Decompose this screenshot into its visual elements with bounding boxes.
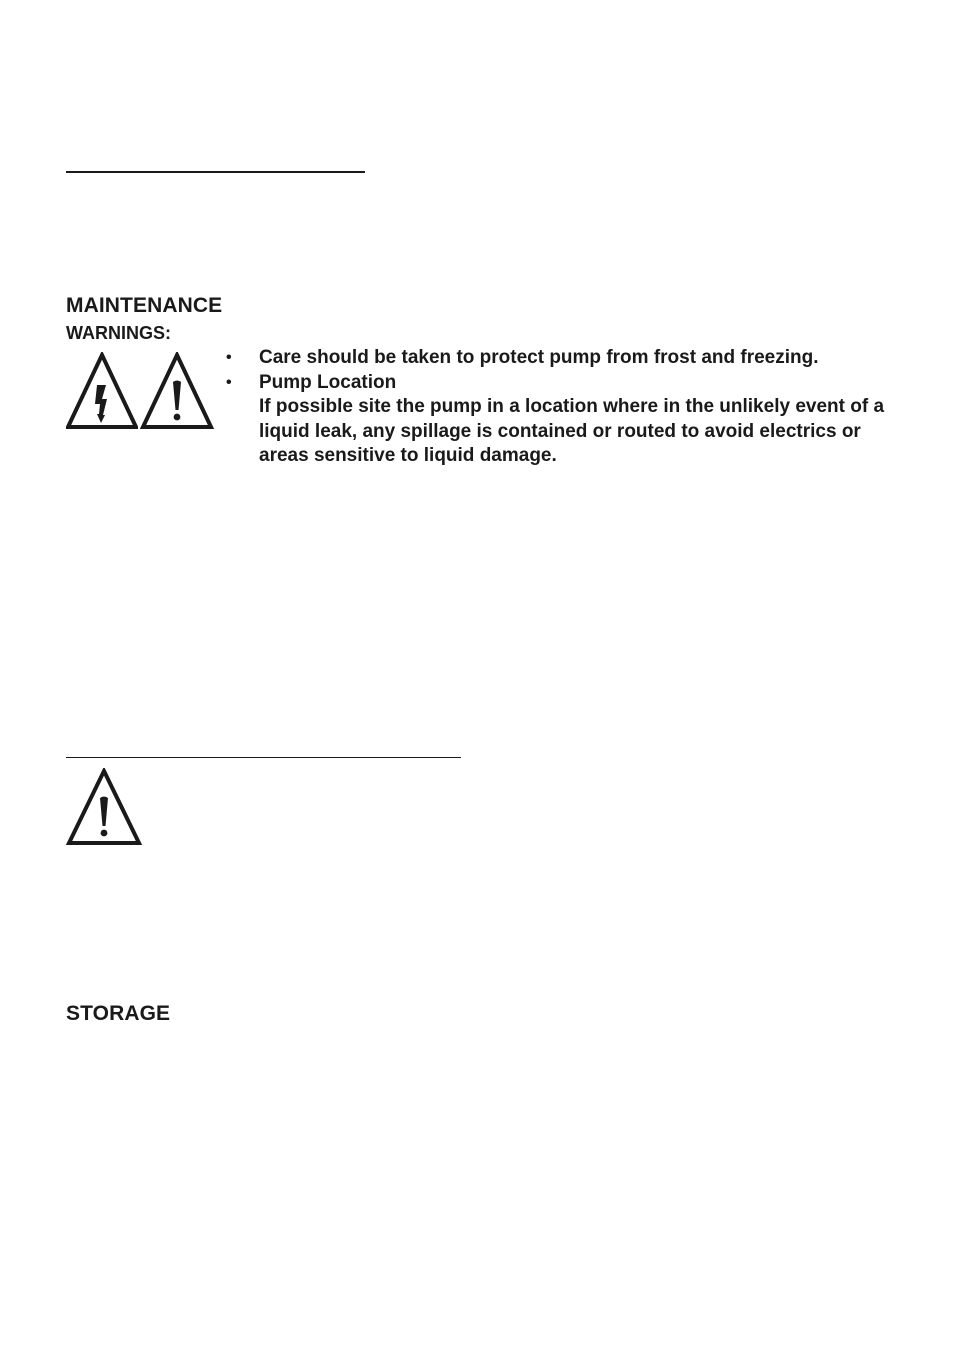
warning-title: Care should be taken to protect pump from frost and freezing. <box>259 347 819 368</box>
warning-title: Pump Location <box>259 371 397 393</box>
warning-detail: If possible site the pump in a location where in the unlikely event of a liquid leak, any spillage is contained or routed to avoid electrics or areas sensitive to liquid damage. <box>259 396 885 466</box>
caution-exclamation-icon <box>140 352 214 430</box>
section-divider-middle <box>66 757 461 758</box>
list-item <box>226 346 886 371</box>
bullet-point: • <box>226 349 232 366</box>
electric-shock-warning-icon <box>66 352 138 430</box>
bullet-point: • <box>226 373 232 391</box>
caution-exclamation-icon <box>66 768 142 846</box>
warnings-label: WARNINGS: <box>66 323 171 343</box>
maintenance-heading: MAINTENANCE <box>66 294 223 317</box>
maintenance-warning-list <box>226 346 886 469</box>
section-divider-top <box>66 171 365 173</box>
storage-heading: STORAGE <box>66 1002 171 1025</box>
list-item <box>226 371 886 469</box>
